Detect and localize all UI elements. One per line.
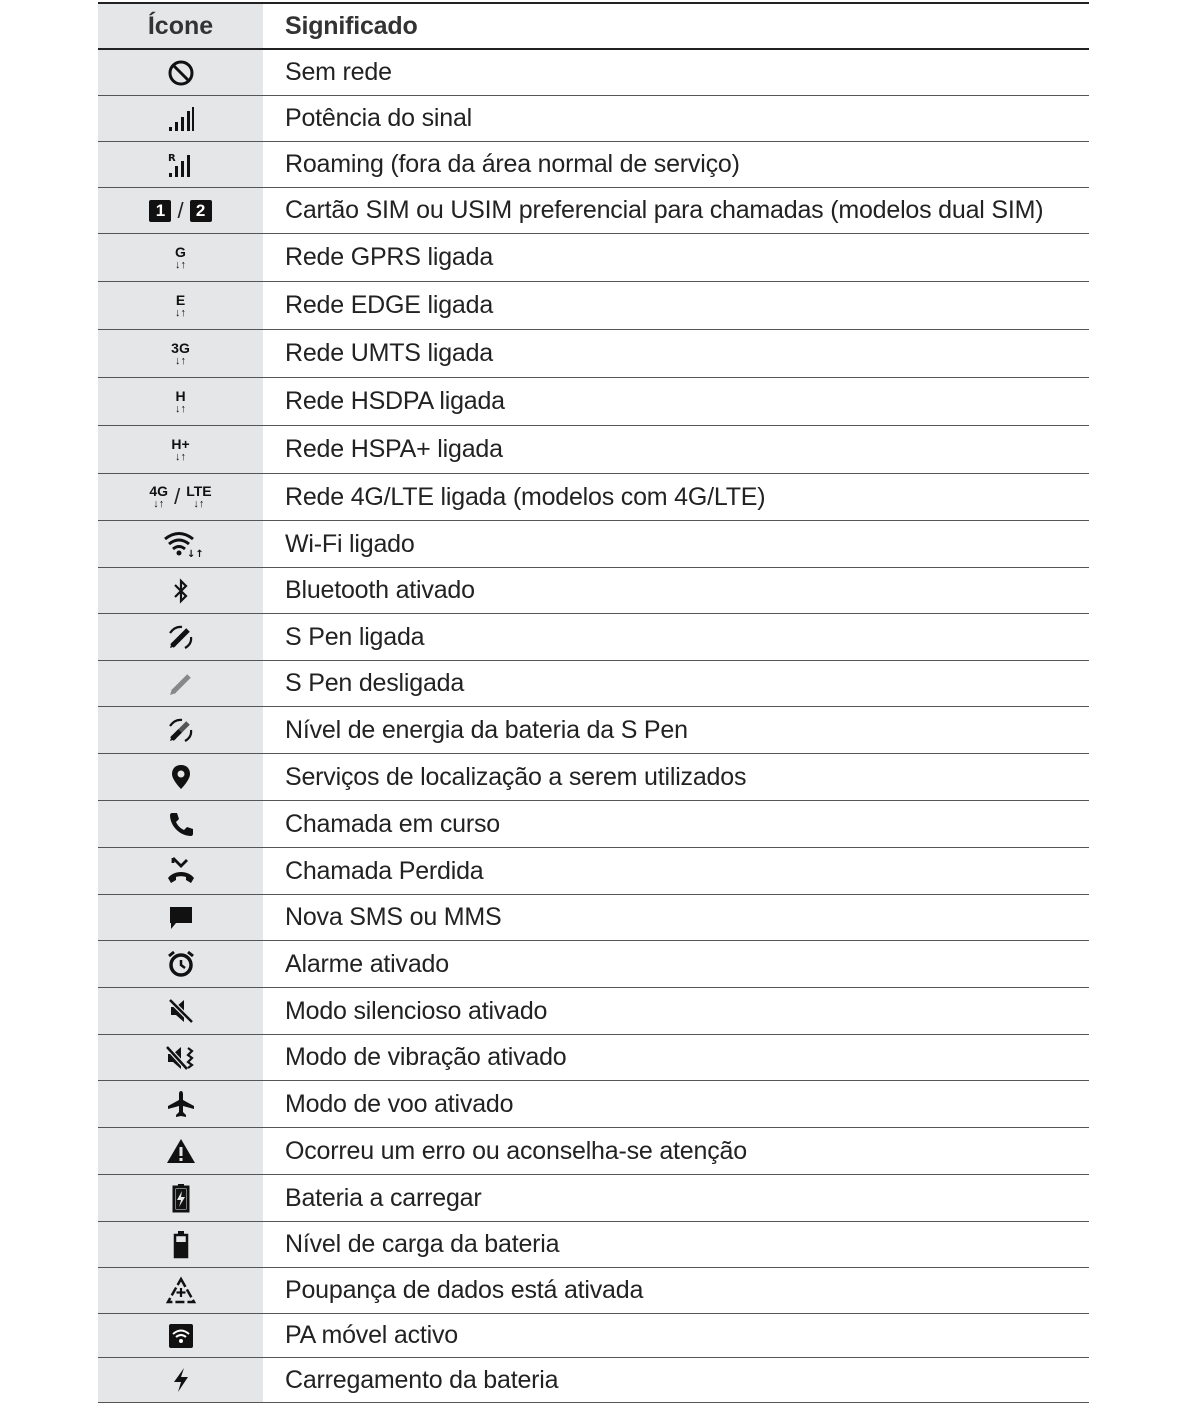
row-text: Rede EDGE ligada — [285, 291, 494, 319]
row-text: Potência do sinal — [285, 104, 473, 132]
bluetooth-icon — [171, 577, 191, 605]
s-pen-off-icon — [167, 670, 195, 698]
hsdpa-icon: H ↓↑ — [175, 387, 186, 415]
table-row — [98, 1314, 1089, 1358]
data-saver-icon — [166, 1277, 196, 1305]
table-row — [98, 1358, 1089, 1403]
row-text: Carregamento da bateria — [285, 1365, 559, 1394]
row-text: Modo silencioso ativado — [285, 996, 548, 1025]
table-row — [98, 614, 1089, 661]
lte-icon: 4G ↓↑ / LTE ↓↑ — [149, 483, 212, 510]
row-text: Rede HSDPA ligada — [285, 387, 505, 415]
row-text: Rede UMTS ligada — [285, 339, 494, 367]
table-header — [98, 4, 1089, 50]
roaming-icon — [167, 151, 195, 179]
table-row — [98, 1081, 1089, 1128]
battery-level-icon — [171, 1230, 191, 1260]
no-network-icon — [167, 59, 195, 87]
table-row — [98, 50, 1089, 96]
row-text: Poupança de dados está ativada — [285, 1276, 644, 1304]
airplane-icon — [166, 1089, 196, 1119]
svg-text:↓↑: ↓↑ — [186, 549, 204, 560]
table-row — [98, 848, 1089, 895]
table-row — [98, 1175, 1089, 1222]
gprs-icon: G ↓↑ — [175, 243, 186, 271]
sim-card-icon — [149, 198, 211, 224]
missed-call-icon — [166, 856, 196, 886]
table-row — [98, 378, 1089, 426]
warning-icon — [165, 1137, 197, 1165]
table-row — [98, 142, 1089, 188]
row-text: Rede GPRS ligada — [285, 243, 494, 271]
s-pen-battery-icon — [167, 716, 195, 744]
alarm-icon — [166, 949, 196, 979]
icon-table — [98, 2, 1089, 1403]
message-icon — [167, 904, 195, 932]
vibrate-icon — [166, 1044, 196, 1072]
row-text: Cartão SIM ou USIM preferencial para chamadas (modelos dual SIM) — [285, 196, 1044, 224]
table-row — [98, 521, 1089, 568]
fast-charge-icon — [170, 1366, 192, 1394]
row-text: Nível de carga da bateria — [285, 1230, 560, 1258]
sim-1-badge: 1 — [149, 200, 171, 222]
table-row — [98, 895, 1089, 941]
row-text: Serviços de localização a serem utilizados — [285, 762, 747, 791]
hotspot-icon — [167, 1322, 195, 1350]
table-row — [98, 234, 1089, 282]
row-text: Wi-Fi ligado — [285, 529, 415, 558]
table-row — [98, 707, 1089, 754]
svg-text:R: R — [167, 152, 176, 164]
table-row — [98, 941, 1089, 988]
edge-icon: E ↓↑ — [175, 291, 186, 319]
wifi-icon — [163, 530, 204, 560]
row-text: Bateria a carregar — [285, 1183, 482, 1212]
row-text: PA móvel activo — [285, 1321, 459, 1349]
row-text: Ocorreu um erro ou aconselha-se atenção — [285, 1136, 747, 1165]
row-text: S Pen desligada — [285, 669, 465, 697]
header-icon-column: Ícone — [98, 4, 263, 48]
row-text: Nível de energia da bateria da S Pen — [285, 715, 688, 744]
umts-icon: 3G ↓↑ — [171, 339, 190, 367]
row-text: Chamada em curso — [285, 809, 500, 838]
table-row — [98, 1128, 1089, 1175]
table-row — [98, 96, 1089, 142]
table-row — [98, 801, 1089, 848]
row-text: Rede 4G/LTE ligada (modelos com 4G/LTE) — [285, 482, 766, 511]
s-pen-on-icon — [167, 623, 195, 651]
signal-strength-icon — [167, 105, 195, 133]
row-text: Bluetooth ativado — [285, 576, 475, 604]
separator: / — [177, 197, 184, 223]
header-meaning-column: Significado — [285, 11, 418, 40]
table-row — [98, 1035, 1089, 1081]
table-row — [98, 330, 1089, 378]
hspa-plus-icon: H+ ↓↑ — [171, 435, 190, 463]
mute-icon — [167, 997, 195, 1025]
row-text: Modo de vibração ativado — [285, 1043, 567, 1071]
location-icon — [170, 763, 192, 791]
table-row — [98, 426, 1089, 474]
table-row — [98, 1268, 1089, 1314]
row-text: Rede HSPA+ ligada — [285, 435, 503, 463]
row-text: S Pen ligada — [285, 622, 425, 651]
battery-charging-icon — [171, 1183, 191, 1213]
sim-2-badge: 2 — [190, 200, 212, 222]
table-row — [98, 1222, 1089, 1268]
table-row — [98, 988, 1089, 1035]
table-row — [98, 474, 1089, 521]
row-text: Alarme ativado — [285, 949, 449, 978]
row-text: Roaming (fora da área normal de serviço) — [285, 150, 740, 178]
row-text: Chamada Perdida — [285, 856, 484, 885]
row-text: Nova SMS ou MMS — [285, 903, 502, 931]
table-row — [98, 661, 1089, 707]
table-row — [98, 188, 1089, 234]
row-text: Modo de voo ativado — [285, 1089, 514, 1118]
row-text: Sem rede — [285, 58, 392, 86]
table-row — [98, 282, 1089, 330]
table-row — [98, 568, 1089, 614]
table-row — [98, 754, 1089, 801]
call-icon — [167, 810, 195, 838]
